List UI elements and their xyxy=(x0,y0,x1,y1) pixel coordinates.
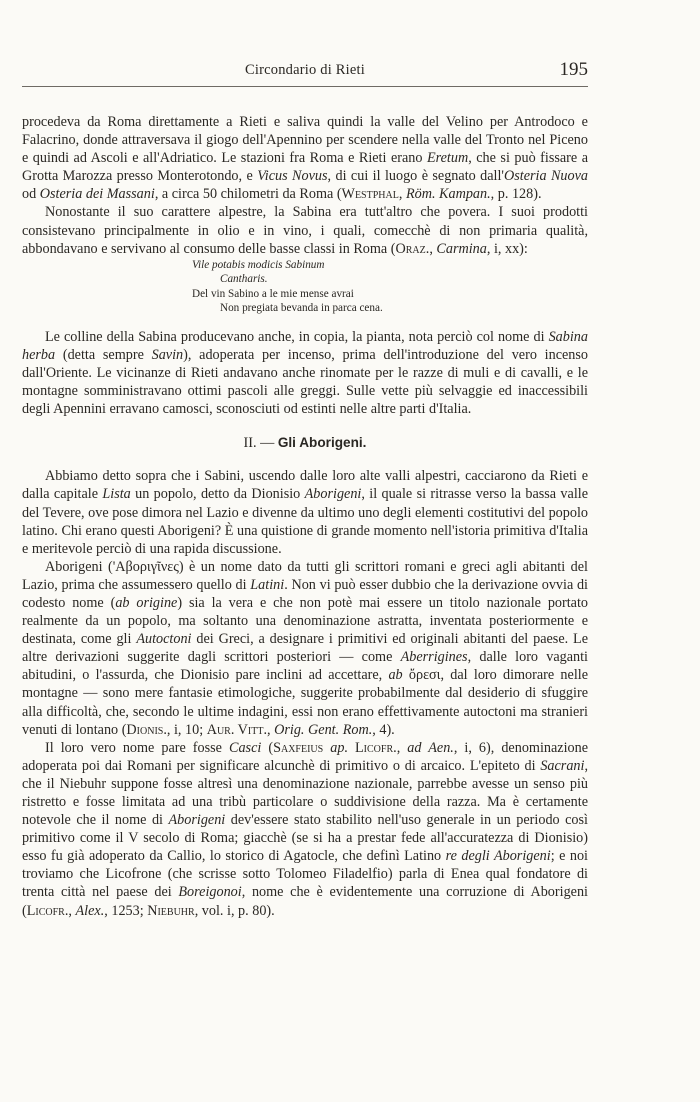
quote-line-italian-2: Non pregiata bevanda in parca cena. xyxy=(220,302,383,315)
section-number: II. — xyxy=(243,435,275,452)
verse-quote xyxy=(192,258,588,316)
paragraph-3: Le colline della Sabina producevano anche, in copia, la pianta, nota perciò col nome di Sabina herba (detta sempre Savin), adoperata per incenso, prima dell'introduzione del vero incenso dall'Oriente. Le vicinanze di Rieti andavano anche rinomate per le razze di muli e di cavalli, e le montagne somministravano ottimi pascoli alle greggi. Sulle vette più selvaggie ed inaccessibili degli Apennini erravano camosci, sconosciuti od estinti nelle altre parti d'Italia. xyxy=(22,328,589,418)
page-number: 195 xyxy=(559,59,588,80)
greek-word: 'Αβοριγῖνες xyxy=(112,558,179,575)
paragraph-6: Il loro vero nome pare fosse Casci (Saxfeius ap. Licofr., ad Aen., i, 6), denominazione adoperata poi dai Romani per significare alcunchè di primitivo o di arcaico. L'epiteto di Sacrani, che il Niebuhr suppone fosse altresì una denominazione nazionale, parrebbe avesse un senso più ristretto e fosse limitata ad una tribù particolare o suddivisione della razza. Ma è certamente notevole che il nome di Aborigeni dev'essere stato stabilito nell'uso generale in un periodo così primitivo come il V secolo di Roma; giacchè (se si ha a prestar fede all'accuratezza di Dionisio) esso fu già adoperato da Callio, lo storico di Agatocle, che definì Latino re degli Aborigeni; e noi troviamo che Licofrone (che scrisse sotto Tolomeo Filadelfio) parla di Enea qual fondatore di trenta città nel paese dei Boreigonoi, nome che è evidentemente una corruzione di Aborigeni (Licofr., Alex., 1253; Niebuhr, vol. i, p. 80). xyxy=(22,739,589,919)
quote-line-latin-1: Vile potabis modicis Sabinum xyxy=(192,258,325,271)
running-title: Circondario di Rieti xyxy=(245,62,365,78)
page-header xyxy=(22,59,588,86)
paragraph-4: Abbiamo detto sopra che i Sabini, uscendo dalle loro alte valli alpestri, cacciarono da Rieti e dalla capitale Lista un popolo, detto da Dionisio Aborigeni, il quale si ritrasse verso la bassa valle del Tevere, ove pose dimora nel Lazio e divenne da ultimo uno degli elementi costitutivi del popolo latino. Chi erano questi Aborigeni? È una quistione di grande momento nell'istoria primitiva d'Italia e meritevole perciò di una rapida discussione. xyxy=(22,468,588,557)
paragraph-5: Aborigeni ('Αβοριγῖνες) è un nome dato da tutti gli scrittori romani e greci agli abitanti del Lazio, prima che assumessero quello di Latini. Non vi può esser dubbio che la derivazione ovvia di codesto nome (ab origine) sia la vera e che non potè mai essere un titolo nazionale portato realmente da un popolo, ma soltanto una denominazione astratta, inventata posteriormente e destinata, come gli Autoctoni dei Greci, a designare i primitivi ed originali abitanti del paese. Le altre derivazioni suggerite dagli scrittori posteriori — come Aberrigines, dalle loro vaganti abitudini, o l'assurda, che Dionisio pare inclini ad accettare, ab ὄρεσι, dal loro dimorare nelle montagne — sono mere fantasie etimologiche, suggerite probabilmente dal desiderio di sfuggire alla difficoltà, che, secondo le ultime indagini, essi non erano effettivamente autoctoni ma stranieri venuti di lontano (Dionis., i, 10; Aur. Vitt., Orig. Gent. Rom., 4). xyxy=(22,558,588,738)
paragraph-1: procedeva da Roma direttamente a Rieti e saliva quindi la valle del Velino per Antrodoco e Falacrino, donde attraversava il giogo dell'Apennino per scendere nella valle del Tronto nel Piceno e quindi ad Ascoli e all'Adriatico. Le stazioni fra Roma e Rieti erano Eretum, che si può fissare a Grotta Marozza presso Monterotondo, e Vicus Novus, di cui il luogo è segnato dall'Osteria Nuova od Osteria dei Massani, a circa 50 chilometri da Roma (Westphal, Röm. Kampan., p. 128). xyxy=(22,114,588,203)
paragraph-2: Nonostante il suo carattere alpestre, la Sabina era tutt'altro che povera. I suoi prodotti consistevano principalmente in olio e in vino, i quali, comecchè di non primaria qualità, abbondavano e servivano al consumo delle basse classi in Roma (Oraz., Carmina, i, xx): xyxy=(22,204,588,257)
section-title: Gli Aborigeni. xyxy=(277,435,367,451)
greek-word: ὄρεσι xyxy=(408,667,441,684)
header-rule xyxy=(22,86,588,87)
section-heading xyxy=(22,434,588,452)
quote-line-italian-1: Del vin Sabino a le mie mense avrai xyxy=(192,287,354,300)
quote-line-latin-2: Cantharis. xyxy=(220,273,268,286)
page-body xyxy=(22,113,588,920)
